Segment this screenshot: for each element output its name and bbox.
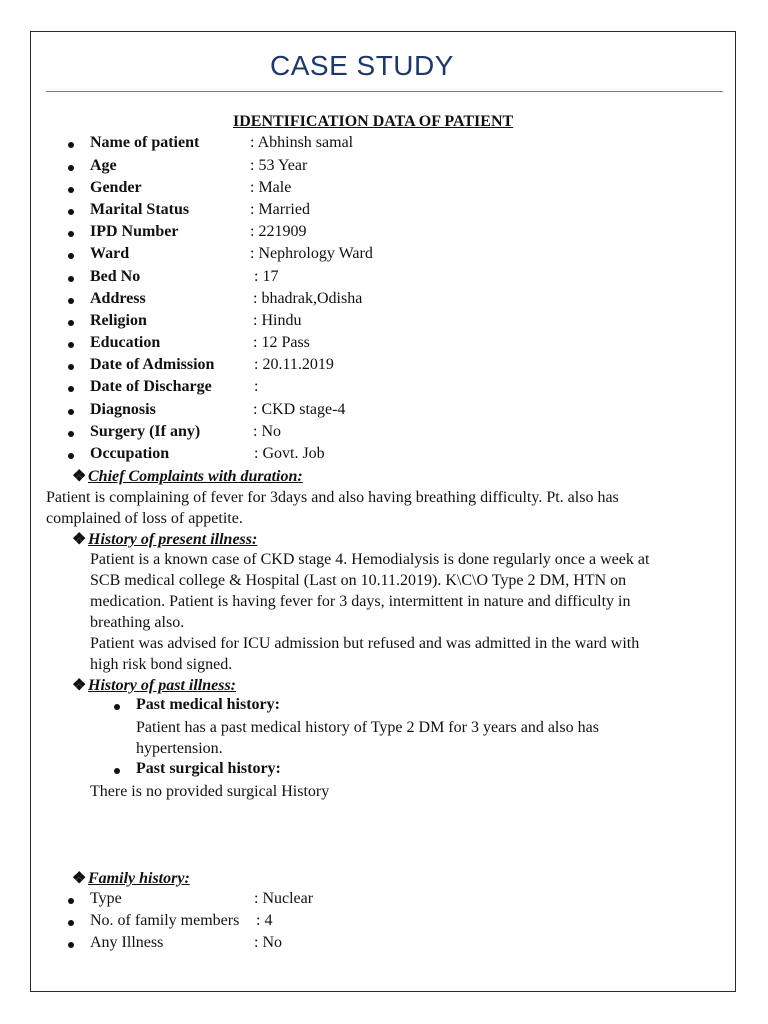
section-title: History of past illness: xyxy=(88,677,237,694)
field-value: : Married xyxy=(250,201,310,218)
field-value: : Male xyxy=(250,179,292,196)
bullet-icon xyxy=(68,342,74,348)
bullet-icon xyxy=(68,209,74,215)
text-line: SCB medical college & Hospital (Last on 10.11.2019). K\C\O Type 2 DM, HTN on xyxy=(90,572,627,589)
field-value: : bhadrak,Odisha xyxy=(253,290,363,307)
bullet-icon xyxy=(68,298,74,304)
section-chief-complaints xyxy=(72,466,303,486)
bullet-icon xyxy=(68,409,74,415)
text-line: medication. Patient is having fever for 3 days, intermittent in nature and difficulty in xyxy=(90,593,631,610)
identification-heading: IDENTIFICATION DATA OF PATIENT xyxy=(233,113,514,130)
field-value: : Hindu xyxy=(253,312,302,329)
field-label: Ward xyxy=(90,245,130,262)
bullet-icon xyxy=(68,142,74,148)
family-label: No. of family members xyxy=(90,912,240,929)
field-value: : No xyxy=(253,423,281,440)
past-surgical-label: Past surgical history: xyxy=(136,760,281,777)
text-line: high risk bond signed. xyxy=(90,656,233,673)
text-line: breathing also. xyxy=(90,614,185,631)
text-line: Patient was advised for ICU admission but refused and was admitted in the ward with xyxy=(90,635,640,652)
bullet-icon xyxy=(68,253,74,259)
field-value: : 221909 xyxy=(250,223,307,240)
bullet-icon xyxy=(68,165,74,171)
section-title: Family history: xyxy=(88,870,190,887)
field-value: : 20.11.2019 xyxy=(254,356,334,373)
diamond-bullet-icon: ❖ xyxy=(72,870,87,887)
text-line: Patient is a known case of CKD stage 4. Hemodialysis is done regularly once a week at xyxy=(90,551,650,568)
field-label: Marital Status xyxy=(90,201,190,218)
family-label: Any Illness xyxy=(90,934,164,951)
bullet-icon xyxy=(68,276,74,282)
diamond-bullet-icon: ❖ xyxy=(72,677,87,694)
section-family-history xyxy=(72,868,190,888)
field-value: : 53 Year xyxy=(250,157,308,174)
text-line: hypertension. xyxy=(136,740,223,757)
section-past-illness xyxy=(72,675,236,695)
diamond-bullet-icon: ❖ xyxy=(72,531,87,548)
bullet-icon xyxy=(114,704,120,710)
bullet-icon xyxy=(68,187,74,193)
field-value: : Govt. Job xyxy=(254,445,325,462)
field-label: Name of patient xyxy=(90,134,200,151)
bullet-icon xyxy=(68,898,74,904)
bullet-icon xyxy=(114,768,120,774)
field-label: IPD Number xyxy=(90,223,179,240)
section-title: History of present illness: xyxy=(88,531,258,548)
field-label: Bed No xyxy=(90,268,141,285)
present-illness-text xyxy=(90,549,649,675)
bullet-icon xyxy=(68,320,74,326)
chief-complaints-text xyxy=(46,487,619,529)
field-label: Diagnosis xyxy=(90,401,156,418)
field-label: Date of Discharge xyxy=(90,378,212,395)
field-label: Religion xyxy=(90,312,147,329)
field-value: : Abhinsh samal xyxy=(250,134,354,151)
field-value: : xyxy=(254,378,259,395)
field-value: : CKD stage-4 xyxy=(253,401,346,418)
text-line: complained of loss of appetite. xyxy=(46,510,243,527)
title-divider xyxy=(46,91,723,92)
section-present-illness xyxy=(72,529,257,549)
past-medical-label: Past medical history: xyxy=(136,696,280,713)
family-value: : No xyxy=(254,934,282,951)
family-value: : Nuclear xyxy=(254,890,314,907)
family-label: Type xyxy=(90,890,122,907)
section-title: Chief Complaints with duration: xyxy=(88,468,303,485)
text-line: There is no provided surgical History xyxy=(90,783,330,800)
past-medical-text xyxy=(136,717,599,759)
bullet-icon xyxy=(68,386,74,392)
text-line: Patient is complaining of fever for 3days and also having breathing difficulty. Pt. also has xyxy=(46,489,619,506)
family-value: : 4 xyxy=(256,912,273,929)
field-label: Age xyxy=(90,157,117,174)
bullet-icon xyxy=(68,942,74,948)
field-label: Date of Admission xyxy=(90,356,215,373)
field-label: Address xyxy=(90,290,146,307)
field-label: Occupation xyxy=(90,445,170,462)
field-value: : 12 Pass xyxy=(253,334,310,351)
field-value: : 17 xyxy=(254,268,279,285)
field-label: Education xyxy=(90,334,161,351)
bullet-icon xyxy=(68,453,74,459)
bullet-icon xyxy=(68,364,74,370)
page-title: CASE STUDY xyxy=(270,50,454,81)
bullet-icon xyxy=(68,431,74,437)
field-label: Gender xyxy=(90,179,142,196)
bullet-icon xyxy=(68,231,74,237)
diamond-bullet-icon: ❖ xyxy=(72,468,87,485)
bullet-icon xyxy=(68,920,74,926)
past-surgical-text xyxy=(90,781,329,802)
field-label: Surgery (If any) xyxy=(90,423,201,440)
text-line: Patient has a past medical history of Type 2 DM for 3 years and also has xyxy=(136,719,599,736)
field-value: : Nephrology Ward xyxy=(250,245,373,262)
